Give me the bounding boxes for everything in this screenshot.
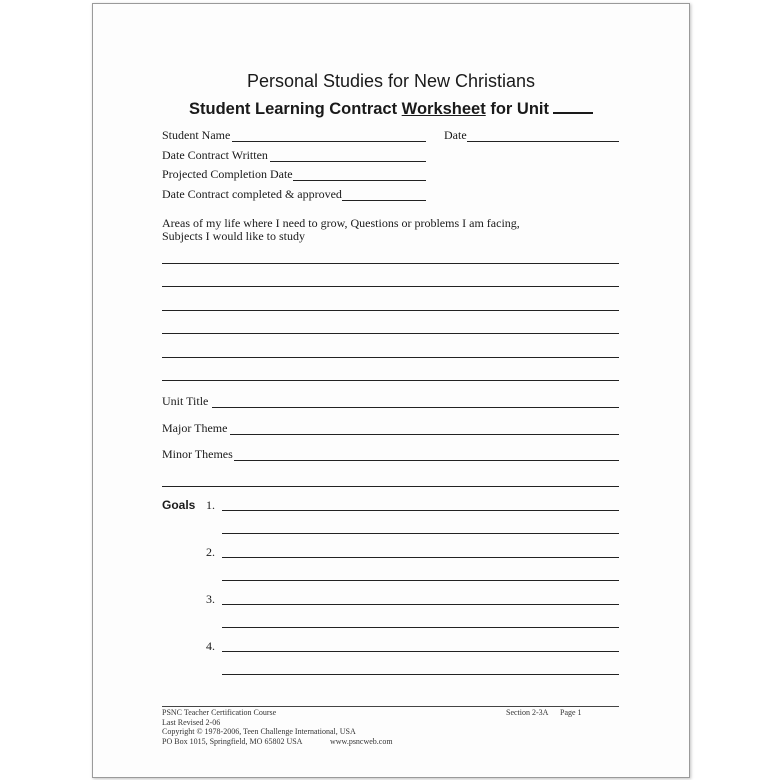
footer-revised: Last Revised 2-06 — [162, 717, 221, 727]
footer-section: Section 2-3A — [506, 708, 549, 717]
goal-field[interactable] — [222, 651, 619, 652]
footer-page: Page 1 — [560, 708, 582, 717]
minor-themes-field[interactable] — [234, 460, 619, 461]
unit-title-label: Unit Title — [162, 394, 209, 408]
areas-writing-line[interactable] — [162, 357, 619, 358]
student-name-label: Student Name — [162, 128, 231, 142]
footer-website: www.psncweb.com — [330, 736, 393, 746]
goal-number: 1. — [206, 498, 215, 512]
page-title: Personal Studies for New Christians — [246, 71, 536, 91]
subtitle-underlined: Worksheet — [401, 100, 486, 118]
areas-writing-line[interactable] — [162, 310, 619, 311]
areas-writing-line[interactable] — [162, 286, 619, 287]
goal-number: 2. — [206, 545, 215, 559]
subtitle-prefix: Student Learning Contract — [189, 100, 402, 118]
goal-field[interactable] — [222, 580, 619, 581]
date-label: Date — [444, 128, 467, 142]
date-completed-label: Date Contract completed & approved — [162, 187, 342, 201]
areas-writing-line[interactable] — [162, 380, 619, 381]
goal-field[interactable] — [222, 557, 619, 558]
goal-field[interactable] — [222, 604, 619, 605]
goal-field[interactable] — [222, 627, 619, 628]
date-written-field[interactable] — [270, 161, 426, 162]
major-theme-label: Major Theme — [162, 421, 228, 435]
goal-number: 4. — [206, 639, 215, 653]
unit-number-blank[interactable] — [553, 100, 593, 114]
student-name-field[interactable] — [232, 141, 426, 142]
areas-writing-line[interactable] — [162, 263, 619, 264]
footer-copyright: Copyright © 1978-2006, Teen Challenge International, USA — [162, 727, 356, 736]
minor-themes-label: Minor Themes — [162, 447, 233, 461]
footer-course: PSNC Teacher Certification Course — [162, 708, 277, 717]
footer-address: PO Box 1015, Springfield, MO 65802 USA — [162, 736, 303, 746]
areas-prompt-line1: Areas of my life where I need to grow, Questions or problems I am facing, — [162, 216, 520, 230]
date-field[interactable] — [467, 141, 619, 142]
goal-field[interactable] — [222, 510, 619, 511]
projected-completion-field[interactable] — [293, 180, 426, 181]
projected-completion-label: Projected Completion Date — [162, 167, 293, 181]
worksheet-page — [92, 3, 690, 778]
areas-writing-line[interactable] — [162, 333, 619, 334]
date-written-label: Date Contract Written — [162, 148, 268, 162]
goals-label: Goals — [162, 498, 196, 512]
goal-field[interactable] — [222, 533, 619, 534]
footer-divider — [162, 706, 619, 707]
goal-number: 3. — [206, 592, 215, 606]
subtitle-suffix: for Unit — [485, 100, 549, 118]
minor-themes-field[interactable] — [162, 486, 619, 487]
major-theme-field[interactable] — [230, 434, 619, 435]
goal-field[interactable] — [222, 674, 619, 675]
worksheet-subtitle — [93, 100, 689, 119]
areas-prompt-line2: Subjects I would like to study — [162, 229, 305, 243]
date-completed-field[interactable] — [342, 200, 426, 201]
unit-title-field[interactable] — [212, 407, 619, 408]
